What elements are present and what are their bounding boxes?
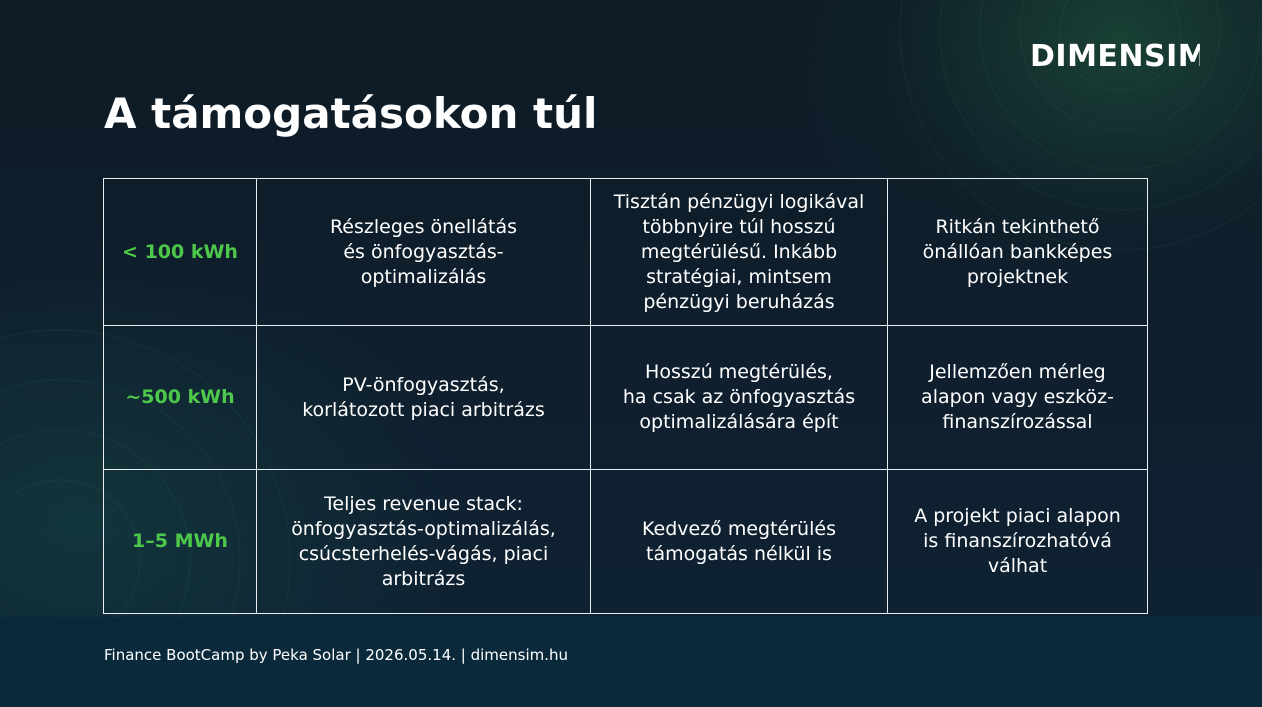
dimensim-logo-wordmark: DIMENSIM (1030, 39, 1200, 72)
footer-text: Finance BootCamp by Peka Solar | 2026.05.14. | dimensim.hu (104, 646, 569, 664)
capacity-cell (104, 470, 257, 614)
use-case-text: Részleges önellátás és önfogyasztás- optimalizálás (329, 215, 518, 288)
use-case-cell (257, 326, 591, 470)
capacity-label: 1–5 MWh (132, 530, 228, 552)
page-title: A támogatásokon túl (104, 89, 598, 138)
table-row (104, 179, 1148, 326)
capacity-cell (104, 179, 257, 326)
financing-cell (888, 326, 1148, 470)
payback-cell (591, 470, 888, 614)
payback-text: Hosszú megtérülés, ha csak az önfogyasztás optimalizálására épít (622, 361, 856, 433)
capacity-label: ~500 kWh (125, 386, 235, 408)
table-row (104, 470, 1148, 614)
payback-cell (591, 179, 888, 326)
financing-cell (888, 470, 1148, 614)
table-row (104, 326, 1148, 470)
use-case-cell (257, 179, 591, 326)
payback-text: Tisztán pénzügyi logikával többnyire túl hosszú megtérülésű. Inkább stratégiai, mintsem pénzügyi beruházás (613, 190, 865, 313)
payback-cell (591, 326, 888, 470)
financing-text: Ritkán tekinthető önállóan bankképes projektnek (922, 215, 1113, 288)
dimensim-logo-mark (1030, 38, 1200, 72)
use-case-text: PV-önfogyasztás, korlátozott piaci arbitrázs (302, 373, 545, 421)
comparison-table (103, 178, 1148, 614)
financing-text: Jellemzően mérleg alapon vagy eszköz- finanszírozással (921, 361, 1114, 433)
capacity-label: < 100 kWh (122, 240, 238, 263)
dimensim-logo (1030, 38, 1200, 72)
payback-text: Kedvező megtérülés támogatás nélkül is (642, 517, 836, 565)
financing-cell (888, 179, 1148, 326)
capacity-cell (104, 326, 257, 470)
use-case-text: Teljes revenue stack: önfogyasztás-optimalizálás, csúcsterhelés-vágás, piaci arbitrázs (291, 492, 556, 590)
use-case-cell (257, 470, 591, 614)
financing-text: A projekt piaci alapon is finanszírozhatóvá válhat (914, 505, 1121, 577)
